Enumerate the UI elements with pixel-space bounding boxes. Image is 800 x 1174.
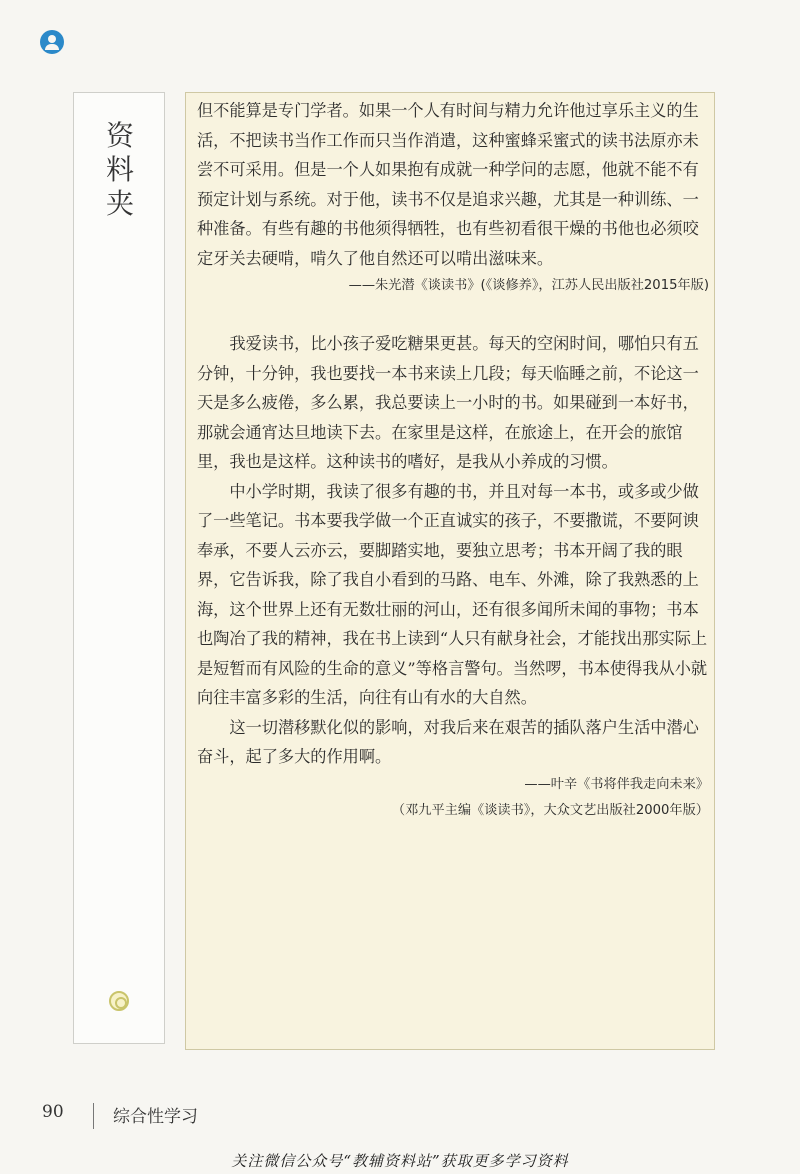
excerpt-1-attribution: ——朱光潜《谈读书》(《谈修养》，江苏人民出版社2015年版) <box>348 278 709 293</box>
excerpt-2-paragraph-3: 这一切潜移默化似的影响，对我后来在艰苦的插队落户生活中潜心奋斗，起了多大的作用啊。 <box>197 717 699 766</box>
ring-icon <box>109 991 129 1011</box>
excerpt-2-source: （邓九平主编《谈读书》，大众文艺出版社2000年版） <box>391 802 709 818</box>
sidebar-tab <box>73 92 165 1044</box>
section-label: 综合性学习 <box>113 1107 198 1127</box>
sidebar-title-char: 料 <box>105 153 134 187</box>
excerpt-2-attribution: ——叶辛《书将伴我走向未来》 <box>524 776 709 792</box>
reading-content <box>197 96 709 824</box>
footer-divider <box>93 1103 94 1129</box>
excerpt-2-paragraph-1: 我爱读书，比小孩子爱吃糖果更甚。每天的空闲时间，哪怕只有五分钟，十分钟，我也要找一本书来读上几段；每天临睡之前，不论这一天是多么疲倦，多么累，我总要读上一小时的书。如果碰到一本好书，那就会通宵达旦地读下去。在家里是这样，在旅途上，在开会的旅馆里，我也是这样。这种读书的嗜好，是我从小养成的习惯。 <box>197 334 699 471</box>
sidebar-title-char: 资 <box>105 119 134 152</box>
excerpt-2-paragraph-2: 中小学时期，我读了很多有趣的书，并且对每一本书，或多或少做了一些笔记。书本要我学做一个正直诚实的孩子，不要撒谎，不要阿谀奉承，不要人云亦云，要脚踏实地，要独立思考；书本开阔了我的眼界，它告诉我，除了我自小看到的马路、电车、外滩，除了我熟悉的上海，这个世界上还有无数壮丽的河山，还有很多闻所未闻的事物；书本也陶冶了我的精神，我在书上读到“人只有献身社会，才能找出那实际上是短暂而有风险的生命的意义”等格言警句。当然啰，书本使得我从小就向往丰富多彩的生活，向往有山有水的大自然。 <box>197 481 708 707</box>
sidebar-title <box>104 119 136 221</box>
page-number: 90 <box>42 1102 64 1122</box>
excerpt-1-text: 但不能算是专门学者。如果一个人有时间与精力允许他过享乐主义的生活，不把读书当作工作而只当作消遣，这种蜜蜂采蜜式的读书法原亦未尝不可采用。但是一个人如果抱有成就一种学问的志愿，他就不能不有预定计划与系统。对于他，读书不仅是追求兴趣，尤其是一种训练、一种准备。有些有趣的书他须得牺牲，也有些初看很干燥的书他也必须咬定牙关去硬啃，啃久了他自然还可以啃出滋味来。 <box>197 101 699 268</box>
user-badge-icon <box>40 30 64 54</box>
sidebar-title-char: 夹 <box>105 187 134 221</box>
watermark-text: 关注微信公众号“教辅资料站”获取更多学习资料 <box>231 1152 569 1170</box>
